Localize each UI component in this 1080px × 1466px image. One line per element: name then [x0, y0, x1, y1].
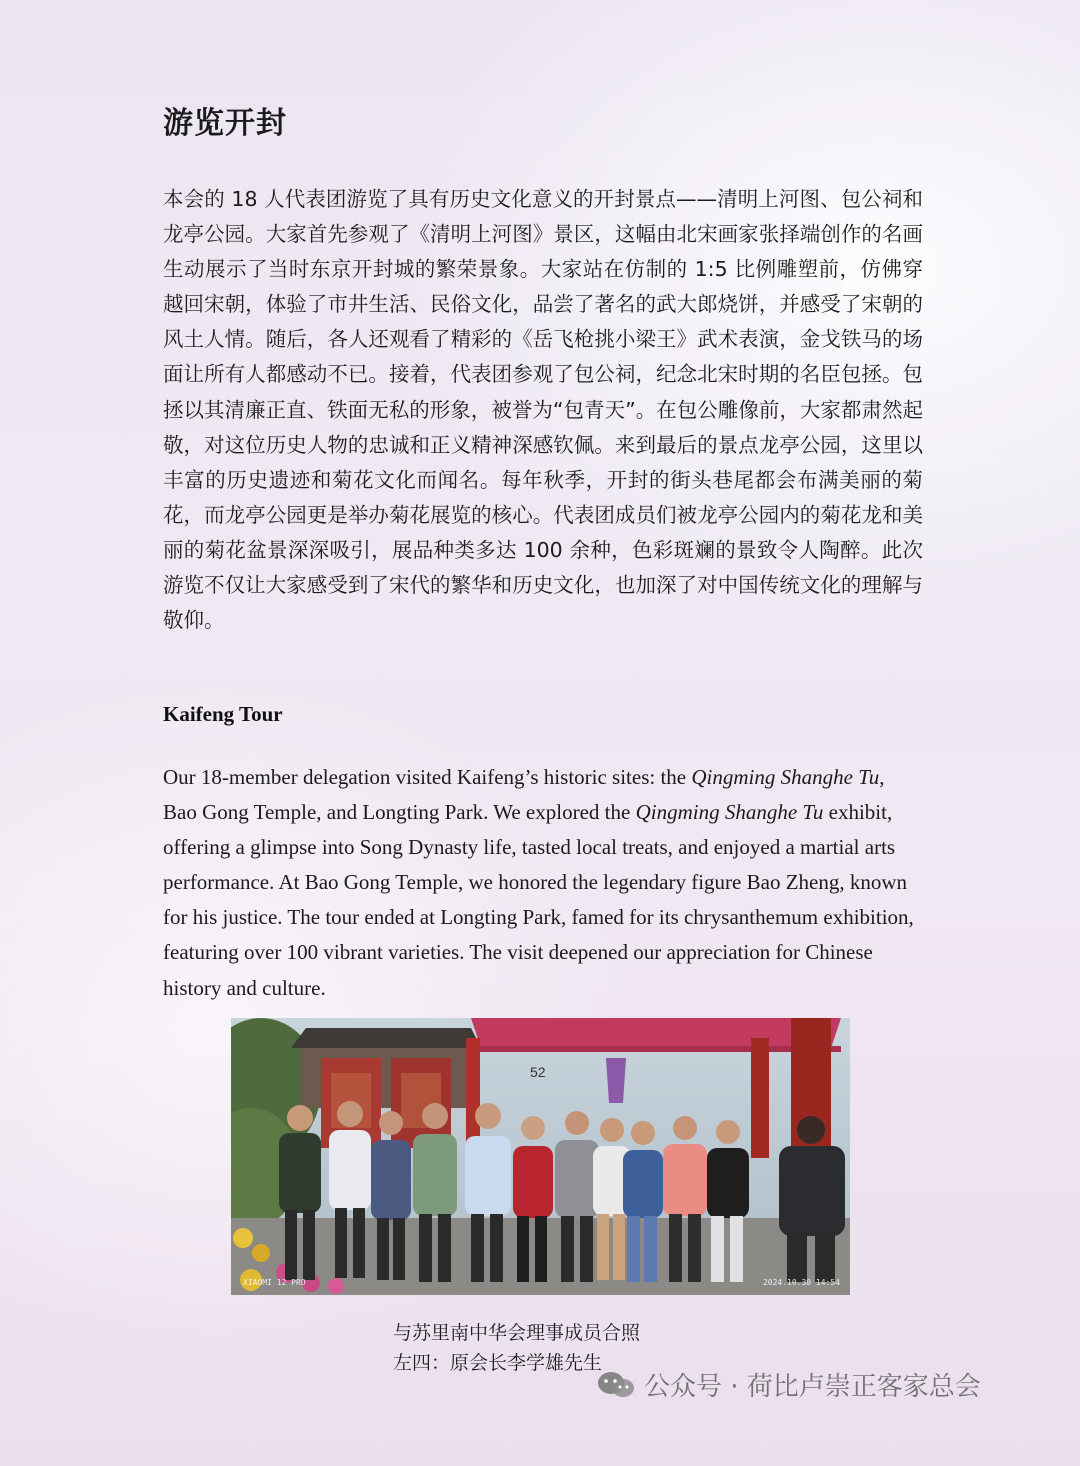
english-text: Our 18-member delegation visited Kaifeng’s historic sites: the: [163, 765, 692, 789]
date-stamp: 2024.10.30 14:54: [762, 1278, 840, 1287]
watermark-text: 公众号 · 荷比卢崇正客家总会: [644, 1372, 981, 1402]
english-italic-title: Qingming Shanghe Tu: [635, 800, 824, 825]
page-number: 52: [530, 1064, 546, 1080]
caption-line-1: 与苏里南中华会理事成员合照: [393, 1322, 641, 1344]
english-italic-title: Qingming Shanghe Tu: [691, 765, 880, 789]
group-photo-illustration: [231, 1018, 850, 1295]
english-paragraph: [163, 760, 923, 1006]
wechat-icon: [596, 1370, 636, 1400]
english-text: , Bao Gong Temple, and Longting Park. We explored the: [163, 765, 885, 825]
english-title: Kaifeng Tour: [163, 702, 283, 726]
camera-stamp: XIAOMI 12 PRO: [243, 1278, 306, 1287]
chinese-paragraph: 本会的 18 人代表团游览了具有历史文化意义的开封景点——清明上河图、包公祠和龙亭公园。大家首先参观了《清明上河图》景区，这幅由北宋画家张择端创作的名画生动展示了当时东京开封城的繁荣景象。大家站在仿制的 1:5 比例雕塑前，仿佛穿越回宋朝，体验了市井生活、民俗文化，品尝了著名的武大郎烧饼，并感受了宋朝的风土人情。随后，各人还观看了精彩的《岳飞枪挑小梁王》武术表演，金戈铁马的场面让所有人都感动不已。接着，代表团参观了包公祠，纪念北宋时期的名臣包拯。包拯以其清廉正直、铁面无私的形象，被誉为“包青天”。在包公雕像前，大家都肃然起敬，对这位历史人物的忠诚和正义精神深感钦佩。来到最后的景点龙亭公园，这里以丰富的历史遗迹和菊花文化而闻名。每年秋季，开封的街头巷尾都会布满美丽的菊花，而龙亭公园更是举办菊花展览的核心。代表团成员们被龙亭公园内的菊花龙和美丽的菊花盆景深深吸引，展品种类多达 100 余种，色彩斑斓的景致令人陶醉。此次游览不仅让大家感受到了宋代的繁华和历史文化，也加深了对中国传统文化的理解与敬仰。: [163, 187, 923, 633]
caption-line-2: 左四：原会长李学雄先生: [393, 1352, 603, 1374]
group-photo: [231, 1018, 850, 1295]
watermark: [596, 1366, 981, 1403]
english-text: exhibit, offering a glimpse into Song Dynasty life, tasted local treats, and enjoyed a martial arts performance. At Bao Gong Temple, we honored the legendary figure Bao Zheng, known for his justice. The tour ended at Longting Park, famed for its chrysanthemum exhibition, featuring over 100 vibrant varieties. The visit deepened our appreciation for Chinese history and culture.: [163, 800, 914, 1000]
chinese-title: 游览开封: [163, 106, 287, 141]
